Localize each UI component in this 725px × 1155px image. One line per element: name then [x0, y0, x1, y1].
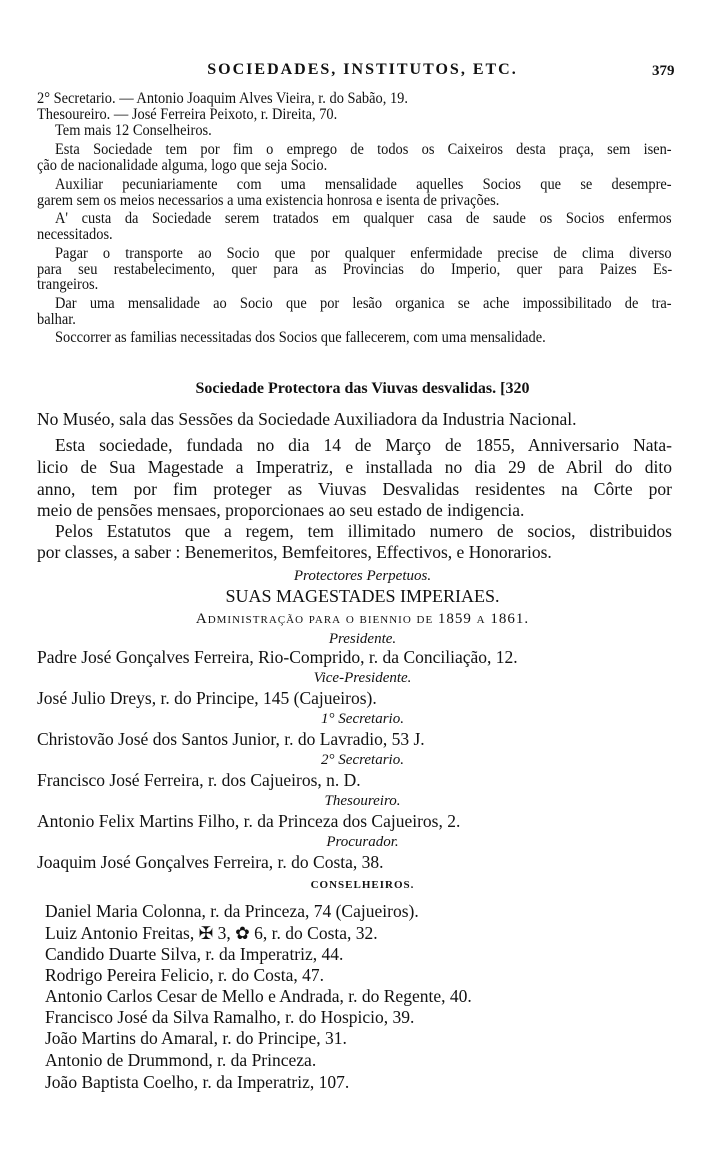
text-line: trangeiros. — [37, 276, 99, 293]
section-title: Sociedade Protectora das Viuvas desvalidas. [320 — [195, 380, 530, 397]
officer-entry: Joaquim José Gonçalves Ferreira, r. do Costa, 38. — [37, 852, 384, 872]
role-label: Procurador. — [326, 834, 399, 850]
role-label: Thesoureiro. — [324, 793, 401, 809]
officer-entry: José Julio Dreys, r. do Principe, 145 (Cajueiros). — [37, 688, 377, 708]
text-line: 2° Secretario. — Antonio Joaquim Alves Vieira, r. do Sabão, 19. — [37, 90, 408, 107]
text-line: licio de Sua Magestade a Imperatriz, e installada no dia 29 de Abril do dito — [37, 457, 672, 477]
conselheiro-entry: Francisco José da Silva Ramalho, r. do Hospicio, 39. — [45, 1007, 415, 1027]
protectores-label: Protectores Perpetuos. — [293, 568, 432, 584]
conselheiro-entry: Candido Duarte Silva, r. da Imperatriz, 44. — [45, 944, 344, 964]
text-line: Thesoureiro. — José Ferreira Peixoto, r. Direita, 70. — [37, 106, 338, 123]
conselheiro-entry: Daniel Maria Colonna, r. da Princeza, 74 (Cajueiros). — [45, 901, 419, 921]
text-line: garem sem os meios necessarios a uma existencia honrosa e isenta de privações. — [37, 192, 500, 209]
role-label: 2° Secretario. — [321, 752, 404, 768]
text-line: Esta sociedade, fundada no dia 14 de Março de 1855, Anniversario Nata- — [55, 435, 672, 455]
conselheiros-heading: CONSELHEIROS. — [310, 879, 415, 891]
text-line: Dar uma mensalidade ao Socio que por lesão organica se ache impossibilitado de tra- — [55, 295, 672, 312]
conselheiro-entry: Luiz Antonio Freitas, ✠ 3, ✿ 6, r. do Costa, 32. — [45, 923, 378, 943]
text-line: necessitados. — [37, 226, 113, 243]
officer-entry: Padre José Gonçalves Ferreira, Rio-Comprido, r. da Conciliação, 12. — [37, 647, 518, 667]
text-line: Auxiliar pecuniariamente com uma mensalidade aquelles Socios que se desempre- — [55, 176, 672, 193]
page-number: 379 — [652, 63, 675, 79]
text-line: meio de pensões mensaes, proporcionaes ao seu estado de indigencia. — [37, 500, 525, 520]
header-title: SOCIEDADES, INSTITUTOS, ETC. — [207, 61, 518, 78]
administracao-heading: Administração para o biennio de 1859 a 1861. — [195, 611, 530, 627]
text-line: balhar. — [37, 311, 76, 328]
location-line: No Muséo, sala das Sessões da Sociedade Auxiliadora da Industria Nacional. — [37, 409, 577, 429]
text-line: Soccorrer as familias necessitadas dos Socios que fallecerem, com uma mensalidade. — [55, 329, 546, 346]
text-line: Tem mais 12 Conselheiros. — [55, 122, 212, 139]
text-line: Esta Sociedade tem por fim o emprego de todos os Caixeiros desta praça, sem isen- — [55, 141, 672, 158]
conselheiro-entry: Antonio de Drummond, r. da Princeza. — [45, 1050, 317, 1070]
text-line: para seu restabelecimento, quer para as Provincias do Imperio, quer para Paizes Es- — [37, 261, 673, 278]
text-line: por classes, a saber : Benemeritos, Bemfeitores, Effectivos, e Honorarios. — [37, 542, 552, 562]
conselheiro-entry: João Martins do Amaral, r. do Principe, 31. — [45, 1028, 347, 1048]
officer-entry: Francisco José Ferreira, r. dos Cajueiros, n. D. — [37, 770, 361, 790]
protectores-name: SUAS MAGESTADES IMPERIAES. — [225, 586, 500, 606]
role-label: 1° Secretario. — [321, 711, 404, 727]
text-line: Pelos Estatutos que a regem, tem illimitado numero de socios, distribuidos — [55, 521, 672, 541]
text-line: anno, tem por fim proteger as Viuvas Desvalidas residentes na Côrte por — [37, 479, 672, 499]
role-label: Presidente. — [328, 631, 397, 647]
role-label: Vice-Presidente. — [313, 670, 412, 686]
conselheiro-entry: Rodrigo Pereira Felicio, r. do Costa, 47. — [45, 965, 324, 985]
text-line: A' custa da Sociedade serem tratados em qualquer casa de saude os Socios enfermos — [55, 210, 672, 227]
text-line: Pagar o transporte ao Socio que por qualquer enfermidade precise de clima diverso — [55, 245, 672, 262]
officer-entry: Antonio Felix Martins Filho, r. da Princeza dos Cajueiros, 2. — [37, 811, 461, 831]
conselheiro-entry: João Baptista Coelho, r. da Imperatriz, 107. — [45, 1072, 350, 1092]
officer-entry: Christovão José dos Santos Junior, r. do Lavradio, 53 J. — [37, 729, 425, 749]
conselheiro-entry: Antonio Carlos Cesar de Mello e Andrada, r. do Regente, 40. — [45, 986, 472, 1006]
text-line: ção de nacionalidade alguma, logo que seja Socio. — [37, 157, 328, 174]
